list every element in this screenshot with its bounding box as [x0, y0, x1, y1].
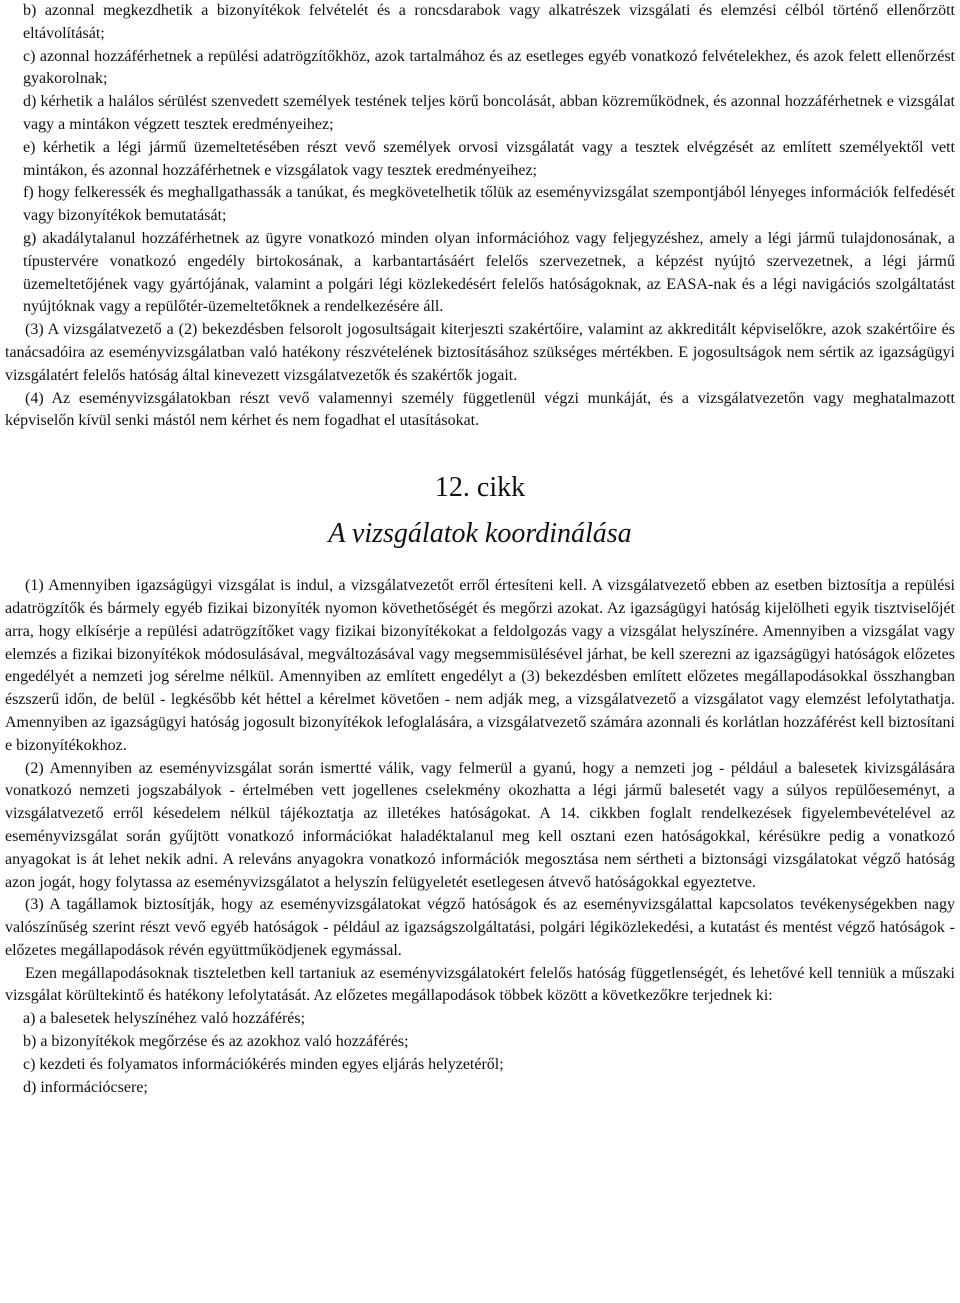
- article-paragraph-1: (1) Amennyiben igazságügyi vizsgálat is indul, a vizsgálatvezetőt erről értesíteni kell. A vizsgálatvezető ebben az esetben biztosítja a repülési adatrögzítők és bármely egyéb fizikai bizonyíték nyomon követhetőségét és megőrzi azokat. Az igazságügyi hatóság kijelölheti egyik tisztviselőjét arra, hogy elkísérje a repülési adatrögzítőket vagy fizikai bizonyítékokat a feldolgozás vagy a vizsgálat helyszínére. Amennyiben a vizsgálat vagy elemzés a fizikai bizonyítékok módosulásával, megváltozásával vagy megsemmisülésével járhat, be kell szerezni az igazságügyi hatóságok előzetes engedélyét a nemzeti jog sérelme nélkül. Amennyiben az említett engedélyt a (3) bekezdésben említett előzetes megállapodásokkal összhangban észszerű időn, de belül - legkésőbb két héttel a kérelmet követően - nem adják meg, a vizsgálatvezető a vizsgálatot vagy elemzést lefolytathatja. Amennyiben az igazságügyi hatóság jogosult bizonyítékok lefoglalására, a vizsgálatvezető számára azonnali és korlátlan hozzáférést kell biztosítani e bizonyítékokhoz.: [5, 577, 955, 754]
- agreement-item-d: d) információcsere;: [23, 1078, 148, 1096]
- list-item-d: d) kérhetik a halálos sérülést szenvedett személyek testének teljes körű boncolását, abban közreműködnek, és azonnal hozzáférhetnek e vizsgálat vagy a mintákon végzett tesztek eredményeihez;: [23, 93, 955, 133]
- list-item-f: f) hogy felkeressék és meghallgathassák a tanúkat, és megkövetelhetik tőlük az eseményvizsgálat szempontjából lényeges információk felfedését vagy bizonyítékok bemutatását;: [23, 184, 955, 225]
- article-paragraph-agreements: Ezen megállapodásoknak tiszteletben kell tartaniuk az eseményvizsgálatokért felelős hatóság függetlenségét, és lehetővé kell tenniük a műszaki vizsgálat körültekintő és hatékony lefolytatását. Az előzetes megállapodások többek között a következőkre terjednek ki:: [5, 964, 955, 1005]
- article-paragraph-3: (3) A tagállamok biztosítják, hogy az eseményvizsgálatokat végző hatóságok és az eseményvizsgálattal kapcsolatos tevékenységekben nagy valószínűség szerint részt vevő egyéb hatóságok - például az igazságszolgáltatási, polgári légiközlekedési, a kutatást és mentést végző hatóságok - előzetes megállapodások révén együttműködjenek egymással.: [5, 896, 955, 959]
- agreement-item-c: c) kezdeti és folyamatos információkérés minden egyes eljárás helyzetéről;: [23, 1055, 504, 1073]
- previous-section-body: [5, 0, 955, 433]
- agreement-item-a: a) a balesetek helyszínéhez való hozzáférés;: [23, 1010, 306, 1028]
- list-item-c: c) azonnal hozzáférhetnek a repülési adatrögzítőkhöz, azok tartalmához és az esetleges egyéb vonatkozó felvételekhez, és azok felett ellenőrzést gyakorolnak;: [23, 47, 955, 88]
- article-body: [5, 575, 955, 1099]
- list-item-e: e) kérhetik a légi jármű üzemeltetésében részt vevő személyek orvosi vizsgálatát vagy a tesztek elvégzését az említett személyektől vett mintákon, és azonnal hozzáférhetnek e vizsgálatok vagy tesztek eredményeihez;: [23, 138, 955, 179]
- paragraph-3: (3) A vizsgálatvezető a (2) bekezdésben felsorolt jogosultságait kiterjeszti szakértőire, valamint az akkreditált képviselőkre, azok szakértőire és tanácsadóira az eseményvizsgálatban való hatékony részvételének biztosításához szükséges mértékben. E jogosultságok nem sértik az igazságügyi vizsgálatért felelős hatóság által kinevezett vizsgálatvezetők és szakértők jogait.: [5, 321, 955, 384]
- article-paragraph-2: (2) Amennyiben az eseményvizsgálat során ismertté válik, vagy felmerül a gyanú, hogy a nemzeti jog - például a balesetek kivizsgálására vonatkozó nemzeti jogszabályok - értelmében vett jogellenes cselekmény okozhatta a légi jármű balesetét vagy a súlyos repülőeseményt, a vizsgálatvezető erről késedelem nélkül tájékoztatja az illetékes hatóságokat. A 14. cikkben foglalt rendelkezések figyelembevételével az eseményvizsgálat során gyűjtött vonatkozó információkat haladéktalanul meg kell osztani ezen hatóságokkal, kérésükre pedig a vonatkozó anyagokat is át lehet nekik adni. A releváns anyagokra vonatkozó információk megosztása nem sértheti a biztonsági vizsgálatokat végző hatóság azon jogát, hogy folytassa az eseményvizsgálatot a helyszín felügyeletét esetlegesen átvevő hatóságokkal egyeztetve.: [5, 759, 955, 891]
- list-item-g: g) akadálytalanul hozzáférhetnek az ügyre vonatkozó minden olyan információhoz vagy feljegyzéshez, amely a légi jármű tulajdonosának, a típustervére vonatkozó engedély birtokosának, a karbantartásáért felelős szervezetnek, a képzést nyújtó szervezetnek, a légi jármű üzemeltetőjének vagy gyártójának, valamint a polgári légi közlekedésért felelős hatóságoknak, az EASA-nak és a légi navigációs szolgáltatást nyújtóknak vagy a repülőtér-üzemeltetőknek a rendelkezésére áll.: [23, 229, 955, 316]
- paragraph-4: (4) Az eseményvizsgálatokban részt vevő valamennyi személy függetlenül végzi munkáját, és a vizsgálatvezetőn vagy meghatalmazott képviselőn kívül senki mástól nem kérhet és nem fogadhat el utasításokat.: [5, 389, 955, 430]
- list-item-b: b) azonnal megkezdhetik a bizonyítékok felvételét és a roncsdarabok vagy alkatrészek vizsgálati és elemzési célból történő ellenőrzött eltávolítását;: [23, 2, 955, 42]
- article-title: A vizsgálatok koordinálása: [328, 518, 632, 550]
- article-number: 12. cikk: [434, 472, 526, 504]
- agreement-item-b: b) a bizonyítékok megőrzése és az azokhoz való hozzáférés;: [23, 1033, 409, 1051]
